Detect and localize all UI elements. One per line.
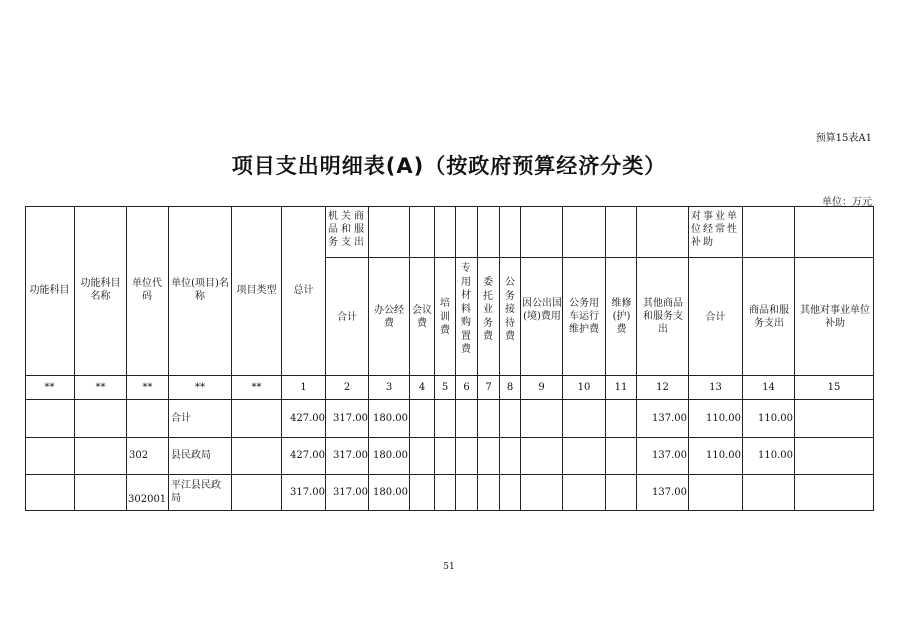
header-group-subsidy: 对事业单位经常性补助 <box>691 211 739 248</box>
index-cell: 3 <box>385 382 393 393</box>
header-repair: 维修(护)费 <box>611 298 632 335</box>
index-cell: ** <box>95 382 106 393</box>
header-material: 专用材料购置费 <box>461 263 471 355</box>
index-cell: 6 <box>463 382 470 393</box>
table-cell-unit-name: 合计 <box>171 413 191 424</box>
index-cell: 15 <box>827 382 841 393</box>
index-cell: ** <box>142 382 153 393</box>
table-cell-office: 180.00 <box>373 413 408 424</box>
unit-label: 单位：万元 <box>822 197 872 208</box>
header-abroad: 因公出国(境)费用 <box>522 298 562 322</box>
table-cell-other-goods: 137.00 <box>652 413 687 424</box>
header-unit-code: 单位代码 <box>132 278 162 302</box>
form-number: 预算15表A1 <box>815 133 872 144</box>
header-func-code: 功能科目 <box>29 285 70 296</box>
index-cell: 4 <box>418 382 426 393</box>
header-b-other: 其他对事业单位补助 <box>800 305 870 329</box>
index-cell: 14 <box>762 382 775 393</box>
index-cell: 7 <box>485 382 492 393</box>
index-cell: 13 <box>709 382 722 393</box>
table-cell-a-total: 317.00 <box>333 450 368 461</box>
header-b-total: 合计 <box>705 312 726 323</box>
header-training: 培训费 <box>440 298 450 336</box>
index-cell: 5 <box>441 382 449 393</box>
header-func-name: 功能科目名称 <box>80 278 121 302</box>
header-meeting: 会议费 <box>412 305 432 329</box>
index-cell: 12 <box>656 382 669 393</box>
header-office: 办公经费 <box>374 305 404 329</box>
table-cell-a-total: 317.00 <box>333 487 368 498</box>
index-cell: 2 <box>343 382 351 393</box>
table-cell-office: 180.00 <box>373 487 408 498</box>
header-other-goods: 其他商品和服务支出 <box>643 298 683 335</box>
header-a-total: 合计 <box>337 312 357 323</box>
index-cell: 8 <box>506 382 514 393</box>
table-cell-b-total: 110.00 <box>706 450 741 461</box>
table-cell-other-goods: 137.00 <box>652 450 687 461</box>
index-cell: ** <box>195 382 205 393</box>
table-cell-unit-code: 302001 <box>128 494 167 505</box>
page-title: 项目支出明细表(A)（按政府预算经济分类） <box>231 154 667 178</box>
index-cell: ** <box>251 382 262 393</box>
table-cell-b-total: 110.00 <box>706 413 741 424</box>
header-unit-name: 单位(项目)名称 <box>171 278 229 302</box>
table-cell-unit-code: 302 <box>129 450 149 461</box>
table-cell-office: 180.00 <box>373 450 408 461</box>
page-number: 51 <box>443 562 455 572</box>
header-proj-type: 项目类型 <box>236 285 277 296</box>
table-cell-total: 427.00 <box>290 413 325 424</box>
table-cell-other-goods: 137.00 <box>652 487 687 498</box>
table-cell-unit-name: 县民政局 <box>171 450 211 461</box>
index-cell: 9 <box>538 382 545 393</box>
header-b-goods: 商品和服务支出 <box>749 305 789 329</box>
index-cell: 10 <box>577 382 591 393</box>
header-total: 总计 <box>293 285 314 296</box>
table-cell-b-goods: 110.00 <box>758 450 793 461</box>
header-reception: 公务接待费 <box>505 277 515 342</box>
table-cell-total: 317.00 <box>290 487 325 498</box>
table-cell-total: 427.00 <box>290 450 325 461</box>
header-entrust: 委托业务费 <box>483 277 493 342</box>
table-cell-b-goods: 110.00 <box>758 413 793 424</box>
index-cell: 11 <box>614 382 628 393</box>
index-cell: 1 <box>300 382 307 393</box>
table-cell-unit-name: 平江县民政局 <box>171 480 221 504</box>
header-vehicle: 公务用车运行维护费 <box>569 298 599 335</box>
table-cell-a-total: 317.00 <box>333 413 368 424</box>
index-cell: ** <box>44 382 55 393</box>
header-group-goods-services: 机关商品和服务支出 <box>328 211 367 248</box>
